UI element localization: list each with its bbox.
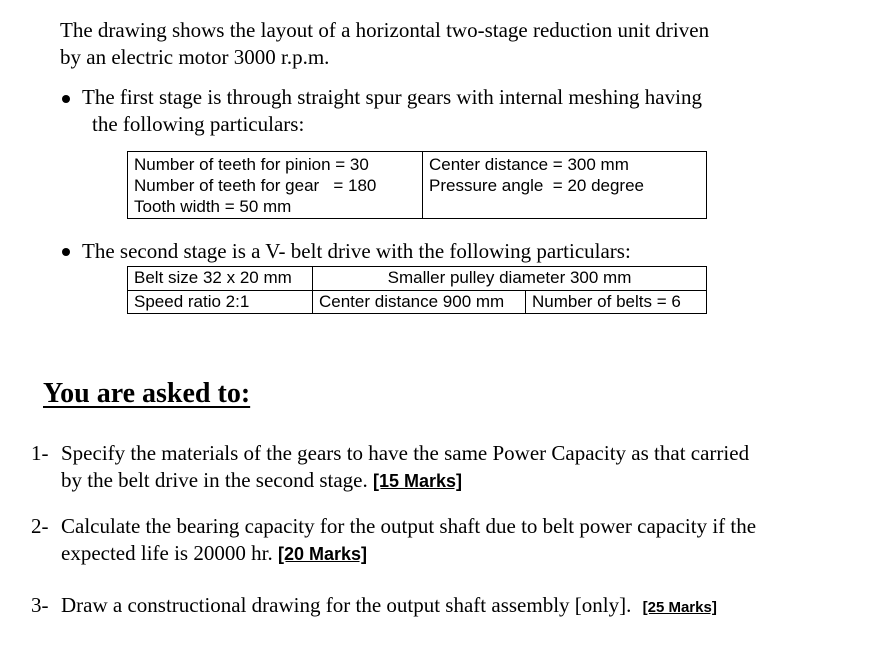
gear-teeth-cell: Number of teeth for gear = 180 — [134, 176, 377, 195]
speed-ratio-cell: Speed ratio 2:1 — [128, 290, 313, 314]
center-distance-cell: Center distance = 300 mm — [429, 155, 629, 174]
number-of-belts-cell: Number of belts = 6 — [526, 290, 707, 314]
task-1-marks: [15 Marks] — [373, 471, 463, 491]
belt-particulars-table — [127, 266, 707, 314]
intro-line-1: The drawing shows the layout of a horizontal two-stage reduction unit driven — [60, 18, 710, 42]
pressure-angle-cell: Pressure angle = 20 degree — [429, 176, 645, 195]
task-1-number: 1- — [31, 441, 49, 465]
pinion-teeth-cell: Number of teeth for pinion = 30 — [134, 155, 369, 174]
stage1-line-1: The first stage is through straight spur gears with internal meshing having — [82, 85, 702, 109]
stage1-line-2: the following particulars: — [92, 112, 305, 136]
bullet-icon — [62, 248, 70, 256]
task-3-number: 3- — [31, 593, 49, 617]
task-2-line-1: Calculate the bearing capacity for the output shaft due to belt power capacity if the — [61, 514, 757, 538]
task-1-line-2: by the belt drive in the second stage. [15 Marks] — [61, 468, 463, 492]
task-3-line-1: Draw a constructional drawing for the output shaft assembly [only]. [25 Marks] — [61, 593, 717, 617]
tooth-width-cell: Tooth width = 50 mm — [134, 197, 292, 216]
stage2-line-1: The second stage is a V- belt drive with the following particulars: — [82, 239, 631, 263]
task-2-number: 2- — [31, 514, 49, 538]
intro-line-2: by an electric motor 3000 r.p.m. — [60, 45, 330, 69]
task-3-marks: [25 Marks] — [642, 599, 717, 616]
belt-center-distance-cell: Center distance 900 mm — [313, 290, 526, 314]
gear-particulars-table — [127, 151, 707, 219]
pulley-diameter-cell: Smaller pulley diameter 300 mm — [313, 267, 707, 291]
task-1-line-1: Specify the materials of the gears to have the same Power Capacity as that carried — [61, 441, 750, 465]
task-2-line-2: expected life is 20000 hr. [20 Marks] — [61, 541, 367, 565]
tasks-heading: You are asked to: — [43, 378, 251, 409]
belt-size-cell: Belt size 32 x 20 mm — [134, 268, 292, 287]
bullet-icon — [62, 95, 70, 103]
task-2-marks: [20 Marks] — [277, 544, 367, 564]
